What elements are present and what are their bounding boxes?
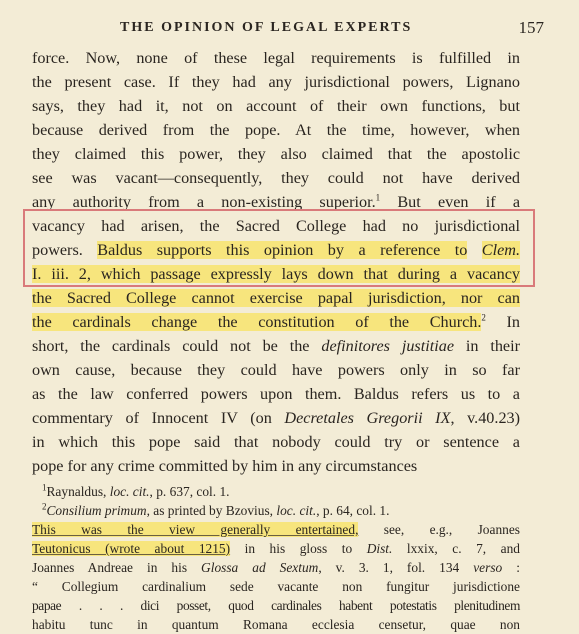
text-line	[32, 190, 520, 214]
text-line: pope for any crime committed by him in any circumstances	[32, 457, 418, 475]
footnote-text: loc. cit.	[276, 503, 317, 518]
text-line: the present case. If they had any jurisdictional powers, Lignano	[32, 73, 520, 91]
footnote-text: , p. 637, col. 1.	[149, 484, 230, 499]
footnote-text: lxxix, c. 7, and	[392, 541, 520, 556]
text-line	[32, 334, 520, 358]
highlighted-text: Teutonicus (wrote about 1215)	[32, 541, 231, 556]
footnote-text: , v. 3. 1, fol. 134	[318, 560, 474, 575]
text-line: in which this pope said that nobody could try or sentence a	[32, 433, 520, 451]
text-line: because derived from the pope. At the time, however, when	[32, 121, 520, 139]
footnote-text: Glossa ad Sextum	[201, 560, 319, 575]
highlighted-text: Clem.	[481, 241, 521, 259]
text-span: powers.	[32, 241, 83, 259]
footnote-1	[32, 482, 520, 501]
text-line	[32, 286, 520, 310]
text-span: any authority from a non-existing superior.	[32, 193, 376, 211]
footnote-text: Dist.	[366, 541, 393, 556]
text-line	[32, 262, 520, 286]
footnote-text: Consilium primum	[46, 503, 147, 518]
text-line: says, they had it, not on account of their own functions, but	[32, 97, 520, 115]
footnote-line: “ Collegium cardinalium sede vacante non fungitur jurisdictione	[32, 579, 520, 594]
highlighted-text: the cardinals change the constitution of the Church.	[32, 313, 482, 331]
footnote-line: habitu tunc in quantum Romana ecclesia censetur, quae non	[32, 617, 520, 632]
italic-text: Decretales Gregorii IX	[284, 409, 451, 427]
footnote-ref[interactable]: 2	[481, 312, 486, 323]
highlighted-text: the Sacred College cannot exercise papal jurisdiction, nor can	[32, 289, 520, 307]
footnote-text: verso	[473, 560, 503, 575]
footnote-text: Joannes Andreae in his	[32, 560, 202, 575]
text-span: , v.40.23)	[450, 409, 521, 427]
text-span: commentary of Innocent IV (on	[32, 409, 272, 427]
footnote-text: loc. cit.	[109, 484, 150, 499]
footnote-text: , as printed by Bzovius,	[146, 503, 277, 518]
text-line: vacancy had arisen, the Sacred College had no jurisdictional	[32, 217, 520, 235]
text-line	[32, 406, 520, 430]
footnote-line	[32, 520, 520, 539]
running-title: THE OPINION OF LEGAL EXPERTS	[120, 20, 413, 35]
text-line	[32, 238, 520, 262]
footnote-text: Raynaldus,	[46, 484, 110, 499]
footnote-mark: 1	[42, 482, 47, 493]
footnote-ref[interactable]: 1	[375, 192, 381, 203]
highlighted-text: This was the view generally entertained,	[32, 522, 359, 537]
text-line: as the law conferred powers upon them. Baldus refers us to a	[32, 385, 520, 403]
page-number: 157	[518, 18, 544, 37]
footnote-2	[32, 501, 520, 520]
text-line: own cause, because they could have powers only in so far	[32, 361, 520, 379]
highlighted-text: Baldus supports this opinion by a reference to	[97, 241, 468, 259]
footnote-text: in his gloss to	[230, 541, 367, 556]
footnote-line	[32, 558, 520, 577]
text-line	[32, 310, 520, 334]
footnote-line	[32, 539, 520, 558]
footnote-text: , p. 64, col. 1.	[316, 503, 390, 518]
footnote-text: see, e.g., Joannes	[358, 522, 520, 537]
text-span: But even if a	[397, 193, 521, 211]
highlighted-text: I. iii. 2, which passage expressly lays down that during a vacancy	[32, 265, 520, 283]
text-span: short, the cardinals could not be the	[32, 337, 310, 355]
text-line: see was vacant—consequently, they could not have derived	[32, 169, 520, 187]
text-line: they claimed this power, they also claimed that the apostolic	[32, 145, 520, 163]
text-line: force. Now, none of these legal requirements is fulfilled in	[32, 49, 520, 67]
italic-text: definitores justitiae	[321, 337, 455, 355]
text-span: in their	[465, 337, 520, 355]
running-header	[120, 18, 560, 42]
footnote-line: papae . . . dici posset, quod cardinales habent potestatis plenitudinem	[32, 598, 520, 613]
footnote-text: :	[502, 560, 520, 575]
footnote-mark: 2	[42, 501, 47, 512]
text-span: In	[506, 313, 521, 331]
